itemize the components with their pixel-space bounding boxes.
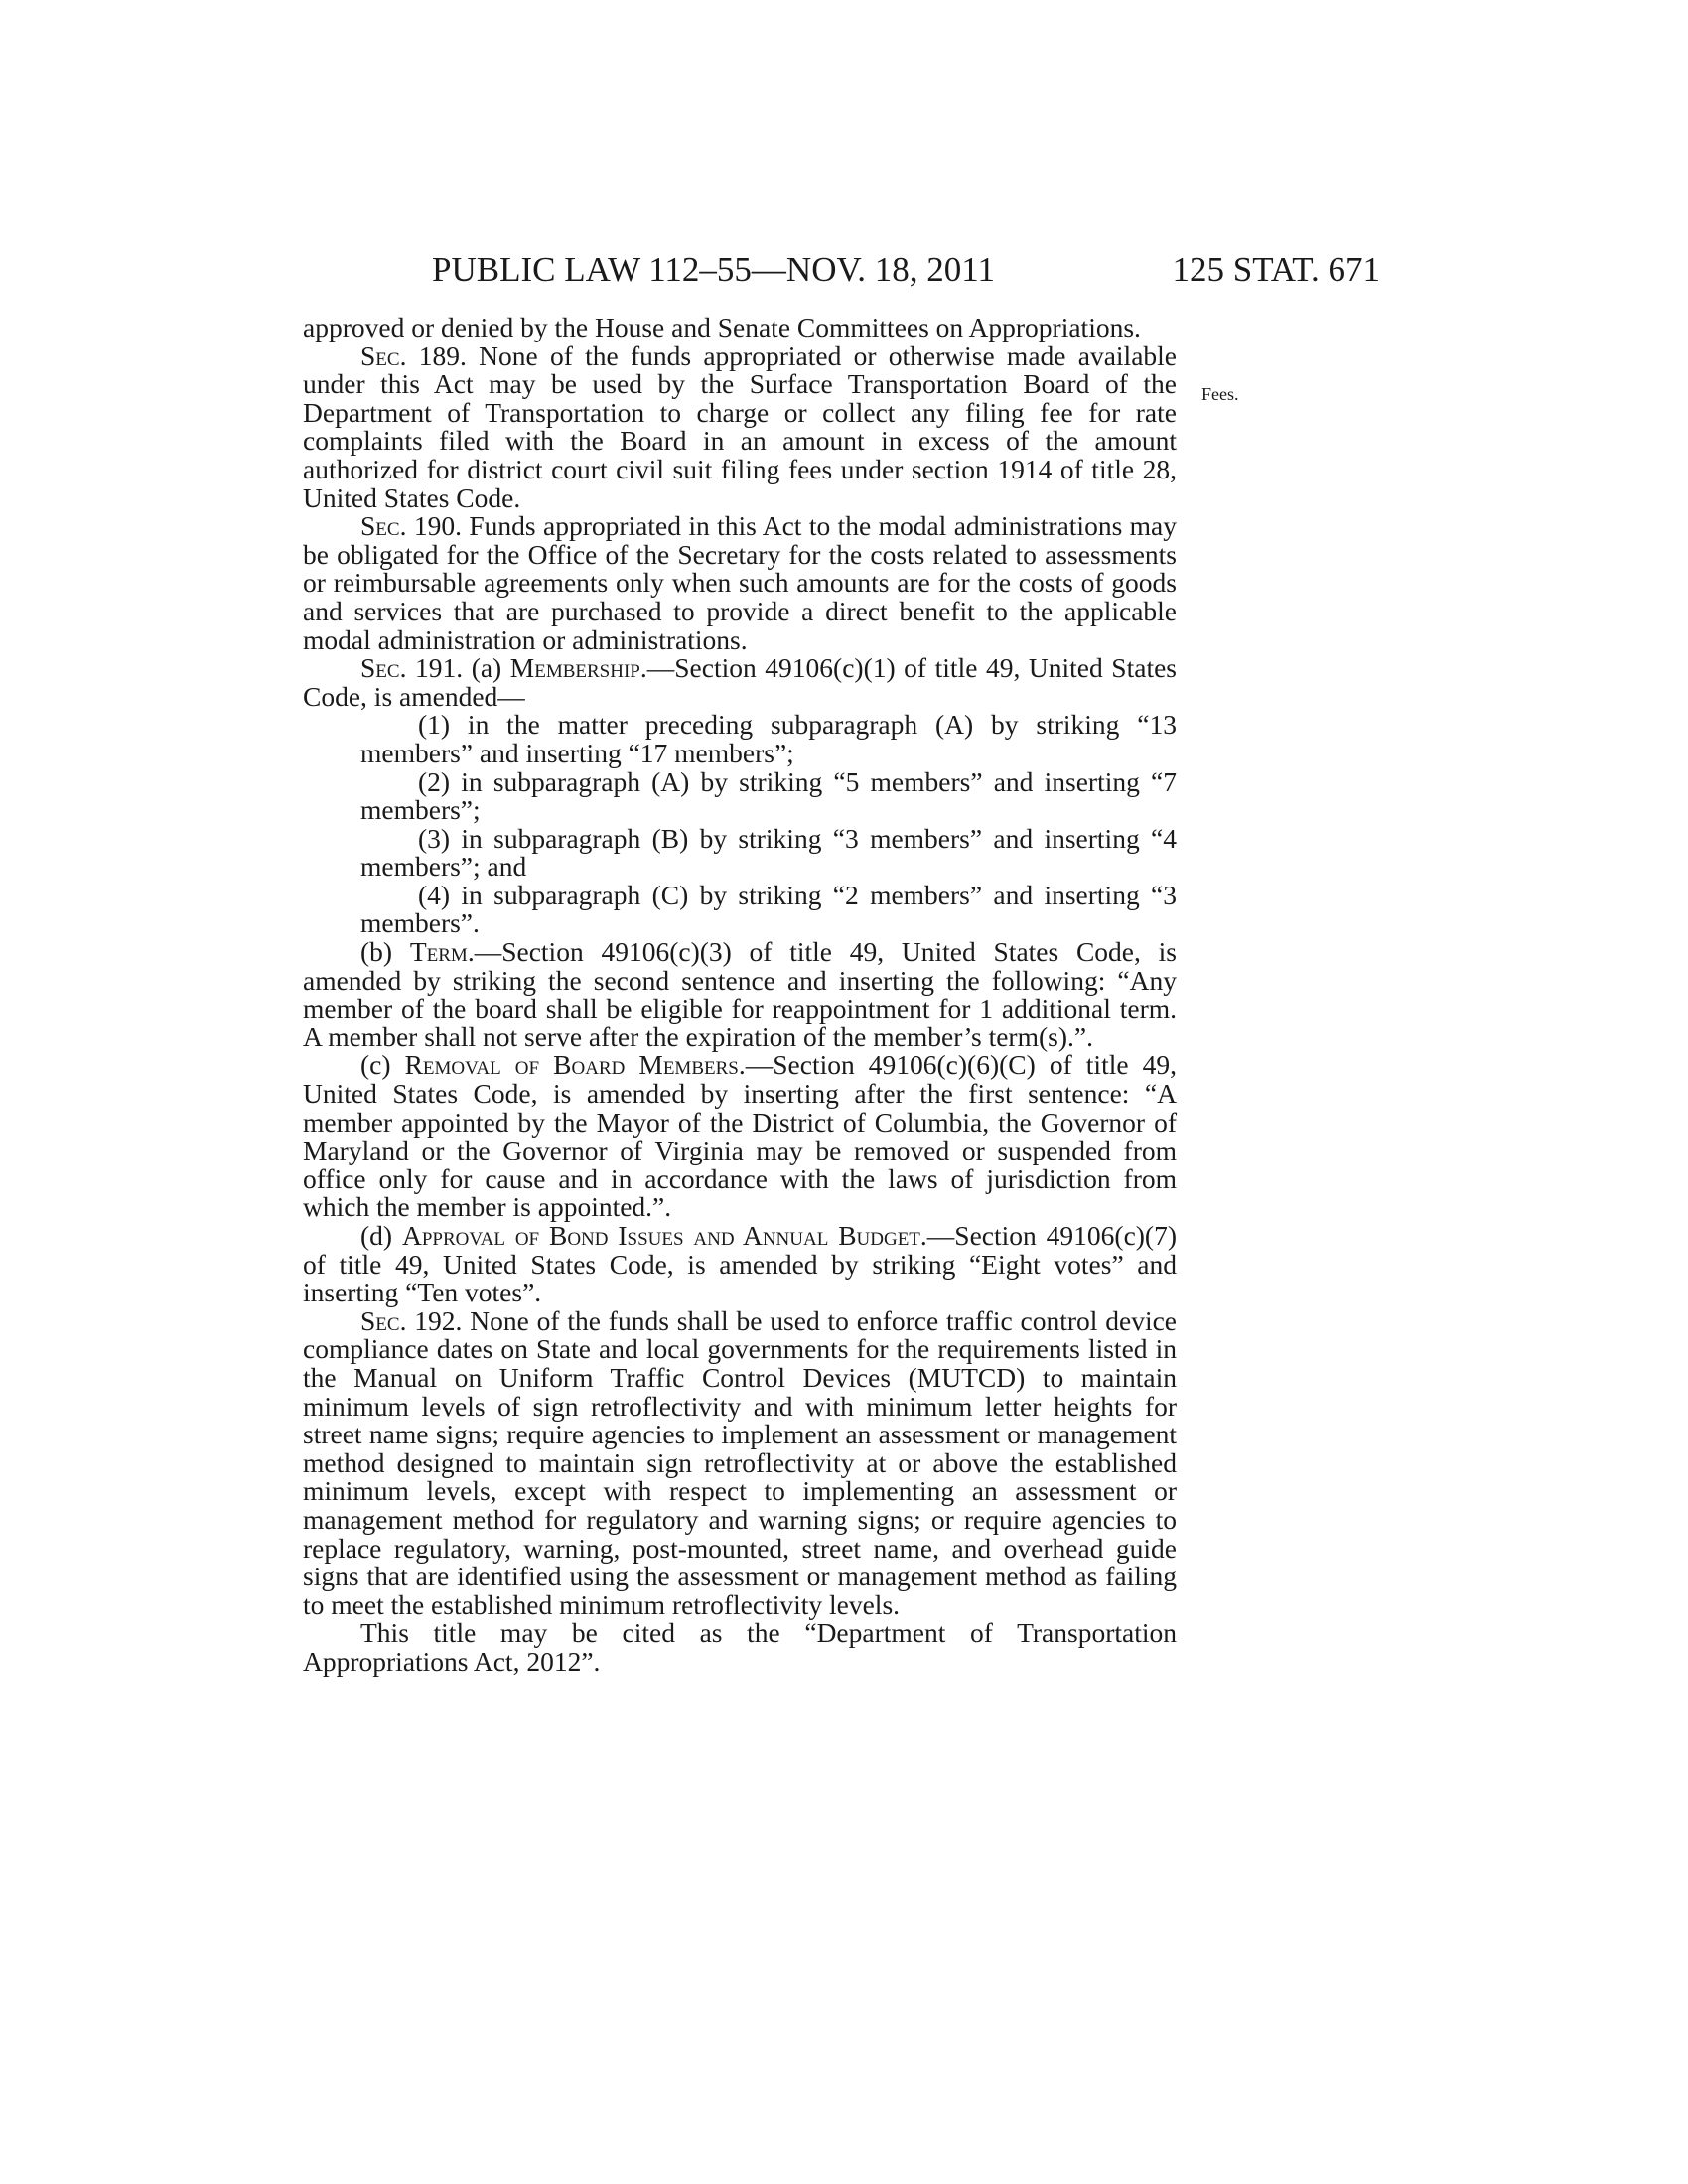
section-191-d — [303, 1222, 1177, 1307]
section-192 — [303, 1304, 1177, 1620]
section-189 — [303, 342, 1177, 513]
sec-label: Sec — [360, 1304, 400, 1336]
sec-label: Sec — [360, 510, 400, 542]
paragraph-continuation: approved or denied by the House and Senate Committees on Appropriations. — [303, 312, 1141, 342]
running-head: PUBLIC LAW 112–55—NOV. 18, 2011 — [432, 250, 995, 289]
subsection-heading: Membership — [509, 652, 640, 684]
stat-page-number: 125 STAT. 671 — [1172, 250, 1380, 289]
section-189-text: . 189. None of the funds appropriated or otherwise made available under this Act may be used by the Surface Transportation Board of the Department of Transportation to charge or collect any filing fee for rate complaints filed with the Board in an amount in excess of the amount authorized for district court civil suit filing fees under section 1914 of title 28, United States Code. — [303, 340, 1177, 513]
page-header — [298, 248, 1380, 292]
section-191-b-text: .—Section 49106(c)(3) of title 49, United States Code, is amended by striking the second sentence and inserting the following: “Any member of the board shall be eligible for reappointment for 1 additional term. A member shall not serve after the expiration of the member’s term(s).”. — [303, 936, 1177, 1052]
section-191-c — [303, 1051, 1177, 1222]
section-191-b — [303, 938, 1177, 1051]
section-191-c-text: .—Section 49106(c)(6)(C) of title 49, United States Code, is amended by inserting after the first sentence: “A member appointed by the Mayor of the District of Columbia, the Governor of Maryland or the Governor of Virginia may be removed or suspended from office only for cause and in accordance with the laws of jurisdiction from which the member is appointed.”. — [303, 1049, 1177, 1223]
list-item: (3) in subparagraph (B) by striking “3 members” and inserting “4 members”; and — [360, 822, 1177, 883]
document-body — [303, 314, 1177, 1677]
list-item: (1) in the matter preceding subparagraph (A) by striking “13 members” and inserting “17 members”; — [360, 709, 1177, 768]
list-item: (2) in subparagraph (A) by striking “5 members” and inserting “7 members”; — [360, 765, 1177, 826]
subsection-heading: Approval of Bond Issues and Annual Budget — [401, 1220, 920, 1251]
section-191-a-text: .—Section 49106(c)(1) of title 49, United States Code, is amended— — [303, 652, 1177, 712]
subsection-label: (c) — [360, 1049, 405, 1081]
sec-label: Sec — [360, 340, 400, 371]
section-192-text: . 192. None of the funds shall be used to enforce traffic control device compliance dates on State and local governments for the requirements listed in the Manual on Uniform Traffic Control Devices (MUTCD) to maintain minimum levels of sign retroflectivity and with minimum letter heights for street name signs; require agencies to implement an assessment or management method designed to maintain sign retroflectivity at or above the established minimum levels, except with respect to implementing an assessment or management method for regulatory and warning signs; or require agencies to replace regulatory, warning, post-mounted, street name, and overhead guide signs that are identified using the assessment or management method as failing to meet the established minimum retroflectivity levels. — [303, 1304, 1177, 1620]
sec-label: Sec — [360, 652, 400, 684]
list-item: (4) in subparagraph (C) by striking “2 members” and inserting “3 members”. — [360, 879, 1177, 939]
margin-note-fees: Fees. — [1201, 384, 1239, 404]
subsection-label: (d) — [360, 1220, 402, 1251]
subsection-label: (b) — [360, 936, 410, 968]
subsection-label: . 191. (a) — [399, 652, 510, 684]
subsection-heading: Removal of Board Members — [404, 1049, 739, 1081]
section-190-text: . 190. Funds appropriated in this Act to the modal administrations may be obligated for the Office of the Secretary for the costs related to assessments or reimbursable agreements only when such amounts are for the costs of goods and services that are purchased to provide a direct benefit to the applicable modal administration or administrations. — [303, 510, 1177, 655]
section-191-d-text: .—Section 49106(c)(7) of title 49, United States Code, is amended by striking “Eight votes” and inserting “Ten votes”. — [303, 1220, 1177, 1308]
subsection-heading: Term — [409, 936, 468, 968]
short-title-paragraph: This title may be cited as the “Department of Transportation Appropriations Act, 2012”. — [303, 1617, 1177, 1677]
section-190 — [303, 512, 1177, 654]
section-191-a — [303, 654, 1177, 711]
